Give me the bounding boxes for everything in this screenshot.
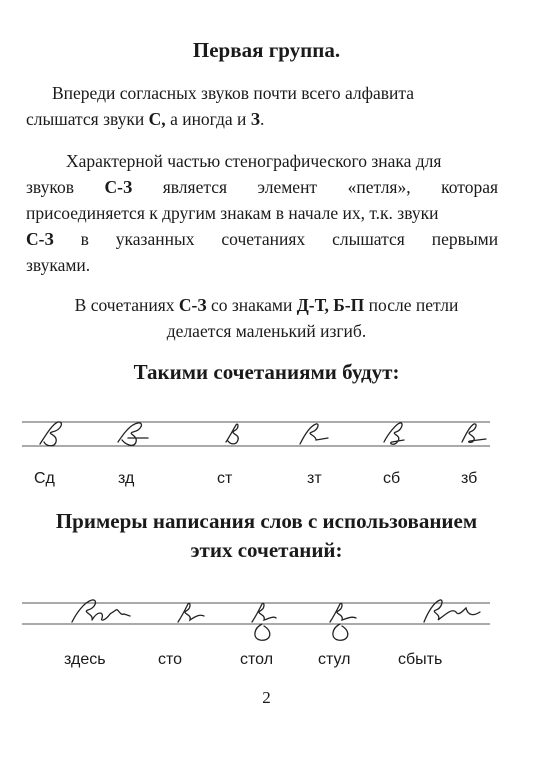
shorthand-word-stul <box>330 603 356 640</box>
text-run: В сочетаниях <box>74 295 179 315</box>
examples-heading-line-2: этих сочетаний: <box>190 538 343 562</box>
text-run: указанных <box>115 229 195 249</box>
combo-label: Сд <box>34 470 55 487</box>
paragraph-2-line-4 <box>26 226 498 252</box>
bold-sz: С-З <box>104 177 133 197</box>
text-run: которая <box>441 177 499 197</box>
text-run: после петли <box>364 295 459 315</box>
text-run: «петля», <box>347 177 411 197</box>
paragraph-2-line-2 <box>26 174 498 200</box>
text-run: слышатся <box>332 229 405 249</box>
section-heading: Такими сочетаниями будут: <box>133 360 400 384</box>
text-run: первыми <box>431 229 499 249</box>
text-run: . <box>260 109 265 129</box>
word-label: здесь <box>64 651 106 668</box>
paragraph-3-line-2: делается маленький изгиб. <box>166 321 367 341</box>
word-label: сто <box>158 651 183 668</box>
bold-letter-s: С, <box>148 109 166 129</box>
shorthand-sign-zd <box>118 423 148 445</box>
shorthand-sign-sb <box>384 423 404 444</box>
paragraph-2-line-5: звуками. <box>26 255 91 275</box>
text-run: со знаками <box>206 295 297 315</box>
word-label: стул <box>318 651 351 668</box>
shorthand-word-sto <box>178 603 204 622</box>
combo-label: зд <box>118 470 135 487</box>
page-title: Первая группа. <box>192 38 341 62</box>
combo-label: зт <box>307 470 322 487</box>
examples-heading-line-1: Примеры написания слов с использованием <box>55 509 478 533</box>
paragraph-2-line-3: присоединяется к другим знакам в начале их, т.к. звуки <box>26 203 439 223</box>
shorthand-words-strip <box>0 590 533 646</box>
text-run: является <box>162 177 228 197</box>
shorthand-sign-zt <box>300 424 328 444</box>
shorthand-word-stol <box>252 603 276 640</box>
combo-label: зб <box>461 470 478 487</box>
word-label: сбыть <box>398 651 443 668</box>
paragraph-2-line-1: Характерной частью стенографического знака для <box>66 151 442 171</box>
combo-label: сб <box>383 470 401 487</box>
page-number: 2 <box>262 688 271 707</box>
shorthand-sign-st <box>226 424 238 444</box>
paragraph-1-line-1: Впереди согласных звуков почти всего алфавита <box>52 83 415 103</box>
bold-letter-z: З <box>250 109 261 129</box>
combo-label: ст <box>217 470 233 487</box>
bold-sz: С-З <box>178 295 207 315</box>
paragraph-3-line-1 <box>0 292 533 318</box>
text-run: элемент <box>257 177 318 197</box>
bold-dt-bp: Д-Т, Б-П <box>296 295 365 315</box>
shorthand-sign-sd <box>40 422 61 446</box>
text-run: а иногда и <box>165 109 251 129</box>
word-label: стол <box>240 651 274 668</box>
bold-sz: С-З <box>26 229 54 249</box>
text-run: слышатся звуки <box>26 109 149 129</box>
text-run: звуков <box>26 177 74 197</box>
text-run: в <box>80 229 89 249</box>
shorthand-sign-zb <box>462 424 486 442</box>
text-run: сочетаниях <box>221 229 306 249</box>
paragraph-1-line-2 <box>26 106 496 132</box>
shorthand-combinations-strip <box>0 408 533 458</box>
